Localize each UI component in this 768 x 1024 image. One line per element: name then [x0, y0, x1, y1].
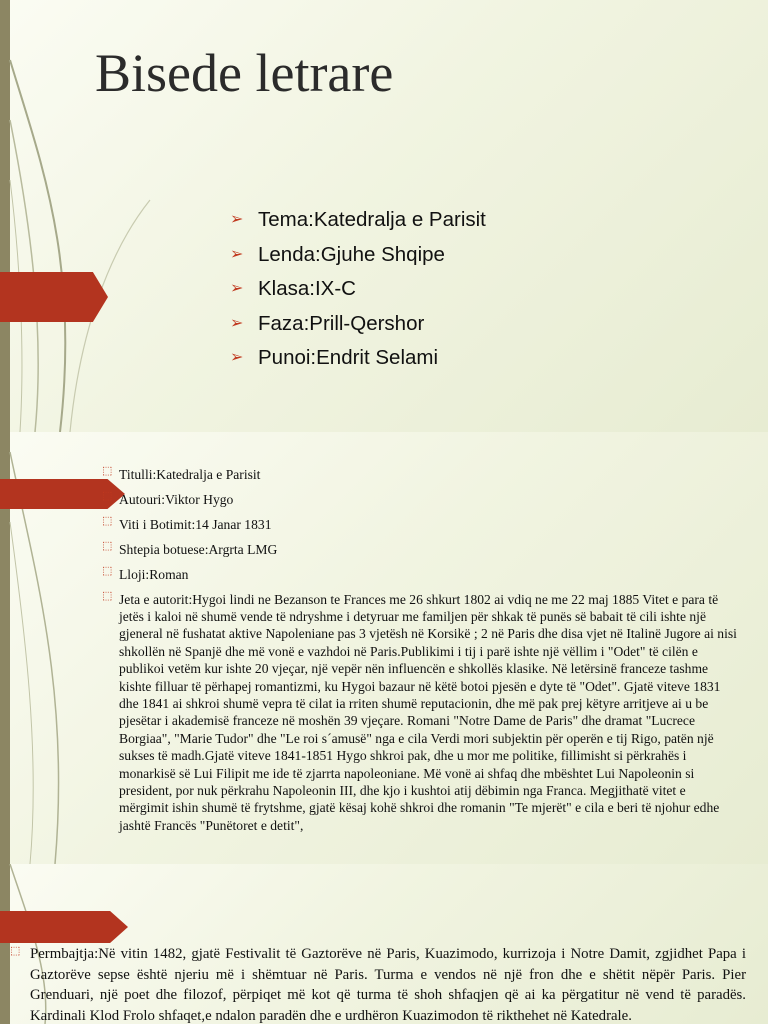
info-list [230, 203, 486, 376]
slide-title [0, 0, 768, 432]
list-item: ⬚ Shtepia botuese:Argrta LMG [102, 539, 278, 557]
square-bullet-icon: ⬚ [102, 589, 113, 602]
square-bullet-icon: ⬚ [102, 539, 113, 552]
list-item: ➢ Tema:Katedralja e Parisit [230, 203, 486, 238]
list-item: ⬚ Titulli:Katedralja e Parisit [102, 465, 261, 482]
arrow-bullet-icon: ➢ [230, 280, 244, 297]
details-list [102, 466, 738, 842]
list-item: ⬚ Autouri:Viktor Hygo [102, 489, 234, 507]
slide-left-bar [0, 864, 10, 1024]
list-item: ⬚ Jeta e autorit:Hygoi lindi ne Bezanson te Frances me 26 shkurt 1802 ai vdiq ne me 22 maj 1885 Vitet e para të jetës i kaloi në shumë vende të ndryshme i detyruar me familjen për shkak të punës së babait të cili ishte një gjeneral në fushatat aktive Napoleniane pas 3 vjetësh në Korsikë ; 2 në Paris dhe disa vjet në Italinë Jugore ai nisi shkollën në Spanjë dhe më vonë e vazhdoi në Paris.Publikimi i tij i parë ishte një vëllim i "Odet" të cilën e publikoi vetëm kur ishte 20 vjeçar, një vepër nën influencën e shkollës klasike. Në letërsinë franceze tashme kishte filluar të përhapej romantizmi, ku Hygoi bazaur në këtë botoi pjesën e dyte të "Odet". Gjatë viteve 1831 dhe 1841 ai shkroi shumë vepra të cilat ia rriten shumë reputacionin, dhe më pak prej këtyre arritjeve ai u be pjesëtar i akademisë franceze në moshën 39 vjeçare. Romani "Notre Dame de Paris" dhe dramat "Lucrece Borgiaa", "Marie Tudor" dhe "Le roi s´amusë" nga e cila Verdi mori subjektin për operën e tij Rigo, patën një sukses të madh.Gjatë viteve 1841-1851 Hygo shkroi pak, dhe u mor me politike, fillimisht si përkrahës i monarkisë së Lui Filipit me ide të zjarrta napoleoniane. Më vonë ai shfaq dhe mbështet Lui Napoleonin si president, por nuk përkrahu Napoleonin III, dhe kjo i kushtoi atij dëbimin nga Franca. Megjithatë vitet e mërgimit ishin shumë të frytshme, gjatë kësaj kohë shkroi dhe romanin "Te mjerët" e cila e beri të njohur edhe jashtë Francës "Punëtoret e detit", [102, 589, 737, 833]
list-item: ⬚ Viti i Botimit:14 Janar 1831 [102, 514, 272, 532]
list-item: ⬚ Lloji:Roman [102, 564, 189, 582]
accent-tab [0, 911, 128, 943]
arrow-bullet-icon: ➢ [230, 245, 244, 263]
slide-content [0, 864, 768, 1024]
square-bullet-icon: ⬚ [102, 489, 113, 502]
arrow-bullet-icon: ➢ [230, 314, 244, 332]
square-bullet-icon: ⬚ [10, 945, 21, 957]
arrow-bullet-icon: ➢ [230, 349, 244, 366]
square-bullet-icon: ⬚ [102, 564, 113, 577]
slide-details [0, 432, 768, 864]
summary-paragraph: ⬚ Permbajtja:Në vitin 1482, gjatë Festivalit të Gaztorëve në Paris, Kuazimodo, kurrizoja i Notre Damit, zgjidhet Papa i Gaztorëve sepse është njeriu më i shëmtuar në Paris. Turma e vendos në një fron dhe e shëtit nëpër Paris. Pier Grenduari, një poet dhe filozof, përpiqet më kot që turma të shoh shfaqjen që ai ka përgatitur në vend të paradës. Kardinali Klod Frolo shfaqet,e ndalon paradën dhe e urdhëron Kuazimodon të rikthehet në Katedrale. [30, 944, 746, 1024]
square-bullet-icon: ⬚ [102, 514, 113, 527]
list-item: ➢ Faza:Prill-Qershor [230, 307, 486, 342]
list-item: ➢ Lenda:Gjuhe Shqipe [230, 238, 486, 273]
list-item: ➢ Klasa:IX-C [230, 272, 486, 307]
arrow-bullet-icon: ➢ [230, 211, 244, 228]
accent-tab [0, 272, 108, 322]
list-item: ➢ Punoi:Endrit Selami [230, 341, 486, 376]
square-bullet-icon: ⬚ [102, 465, 113, 477]
page-title: Bisede letrare [95, 43, 394, 103]
slide-left-bar [0, 0, 10, 432]
